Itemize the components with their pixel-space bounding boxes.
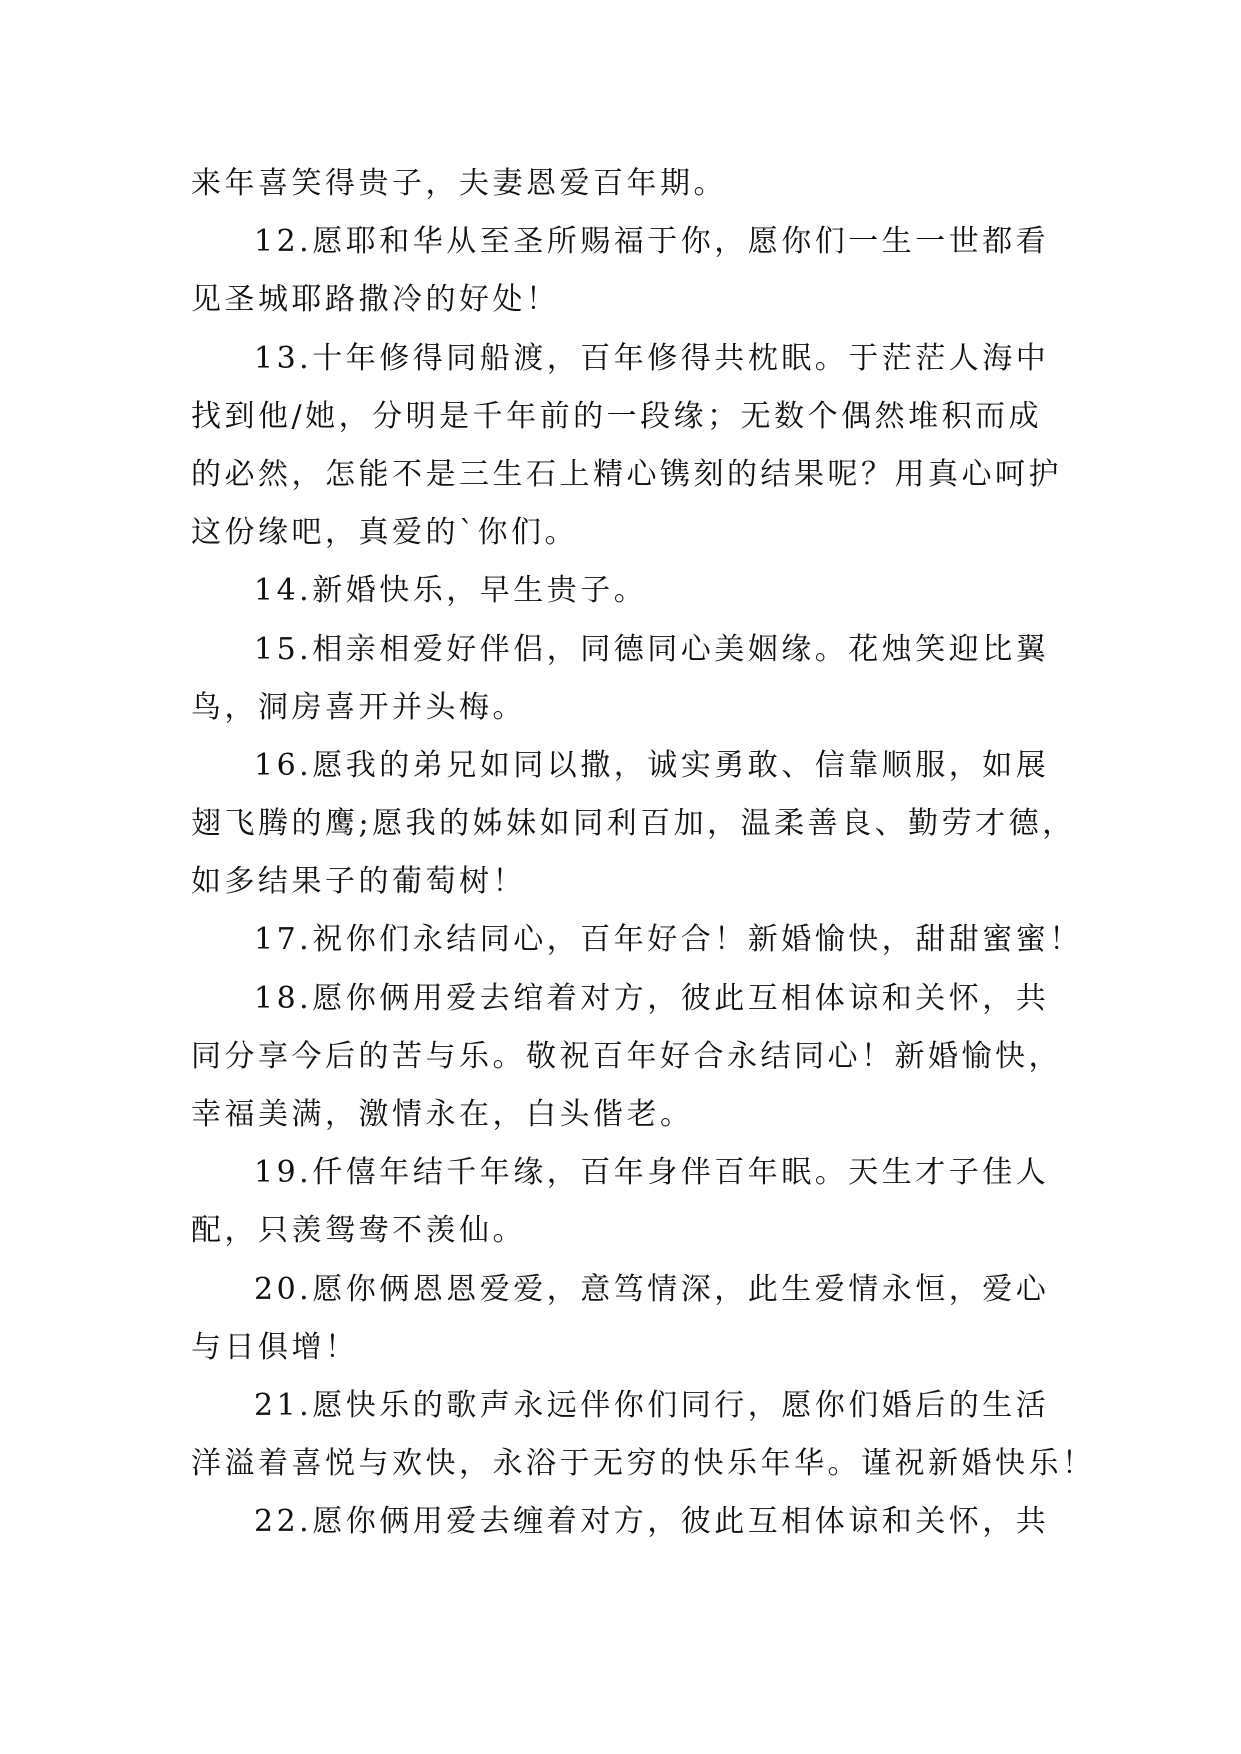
text-line: 与日俱增！ <box>191 1329 359 1365</box>
text-line: 找到他/她，分明是千年前的一段缘；无数个偶然堆积而成 <box>191 398 1043 434</box>
text-line: 13.十年修得同船渡，百年修得共枕眠。于茫茫人海中 <box>254 340 1050 376</box>
text-line: 来年喜笑得贵子，夫妻恩爱百年期。 <box>191 166 727 201</box>
text-line: 如多结果子的葡萄树！ <box>191 864 526 900</box>
text-line: 19.仟僖年结千年缘，百年身伴百年眠。天生才子佳人 <box>254 1155 1050 1191</box>
text-line: 同分享今后的苦与乐。敬祝百年好合永结同心！新婚愉快， <box>191 1038 1062 1074</box>
text-line: 幸福美满，激情永在，白头偕老。 <box>191 1097 694 1132</box>
text-line: 20.愿你俩恩恩爱爱，意笃情深，此生爱情永恒，爱心 <box>254 1271 1050 1307</box>
text-line: 22.愿你俩用爱去缠着对方，彼此互相体谅和关怀，共 <box>254 1504 1050 1540</box>
text-line: 见圣城耶路撒冷的好处！ <box>191 282 560 318</box>
text-line: 14.新婚快乐，早生贵子。 <box>254 573 648 609</box>
text-line: 鸟，洞房喜开并头梅。 <box>191 689 526 725</box>
text-line: 18.愿你俩用爱去绾着对方，彼此互相体谅和关怀，共 <box>254 980 1050 1016</box>
text-line: 12.愿耶和华从至圣所赐福于你，愿你们一生一世都看 <box>254 224 1050 260</box>
text-line: 翅飞腾的鹰;愿我的姊妹如同利百加，温柔善良、勤劳才德， <box>191 806 1076 842</box>
text-line: 的必然，怎能不是三生石上精心镌刻的结果呢？用真心呵护 <box>191 456 1062 492</box>
text-line: 15.相亲相爱好伴侣，同德同心美姻缘。花烛笑迎比翼 <box>254 631 1050 667</box>
text-body <box>191 155 1096 1552</box>
text-line: 配，只羡鸳鸯不羡仙。 <box>191 1213 526 1249</box>
text-line: 17.祝你们永结同心，百年好合！新婚愉快，甜甜蜜蜜！ <box>254 922 1083 958</box>
text-line: 这份缘吧，真爱的`你们。 <box>191 515 578 551</box>
text-line: 洋溢着喜悦与欢快，永浴于无穷的快乐年华。谨祝新婚快乐！ <box>191 1446 1096 1482</box>
text-line: 16.愿我的弟兄如同以撒，诚实勇敢、信靠顺服，如展 <box>254 747 1050 783</box>
text-line: 21.愿快乐的歌声永远伴你们同行，愿你们婚后的生活 <box>254 1387 1050 1423</box>
